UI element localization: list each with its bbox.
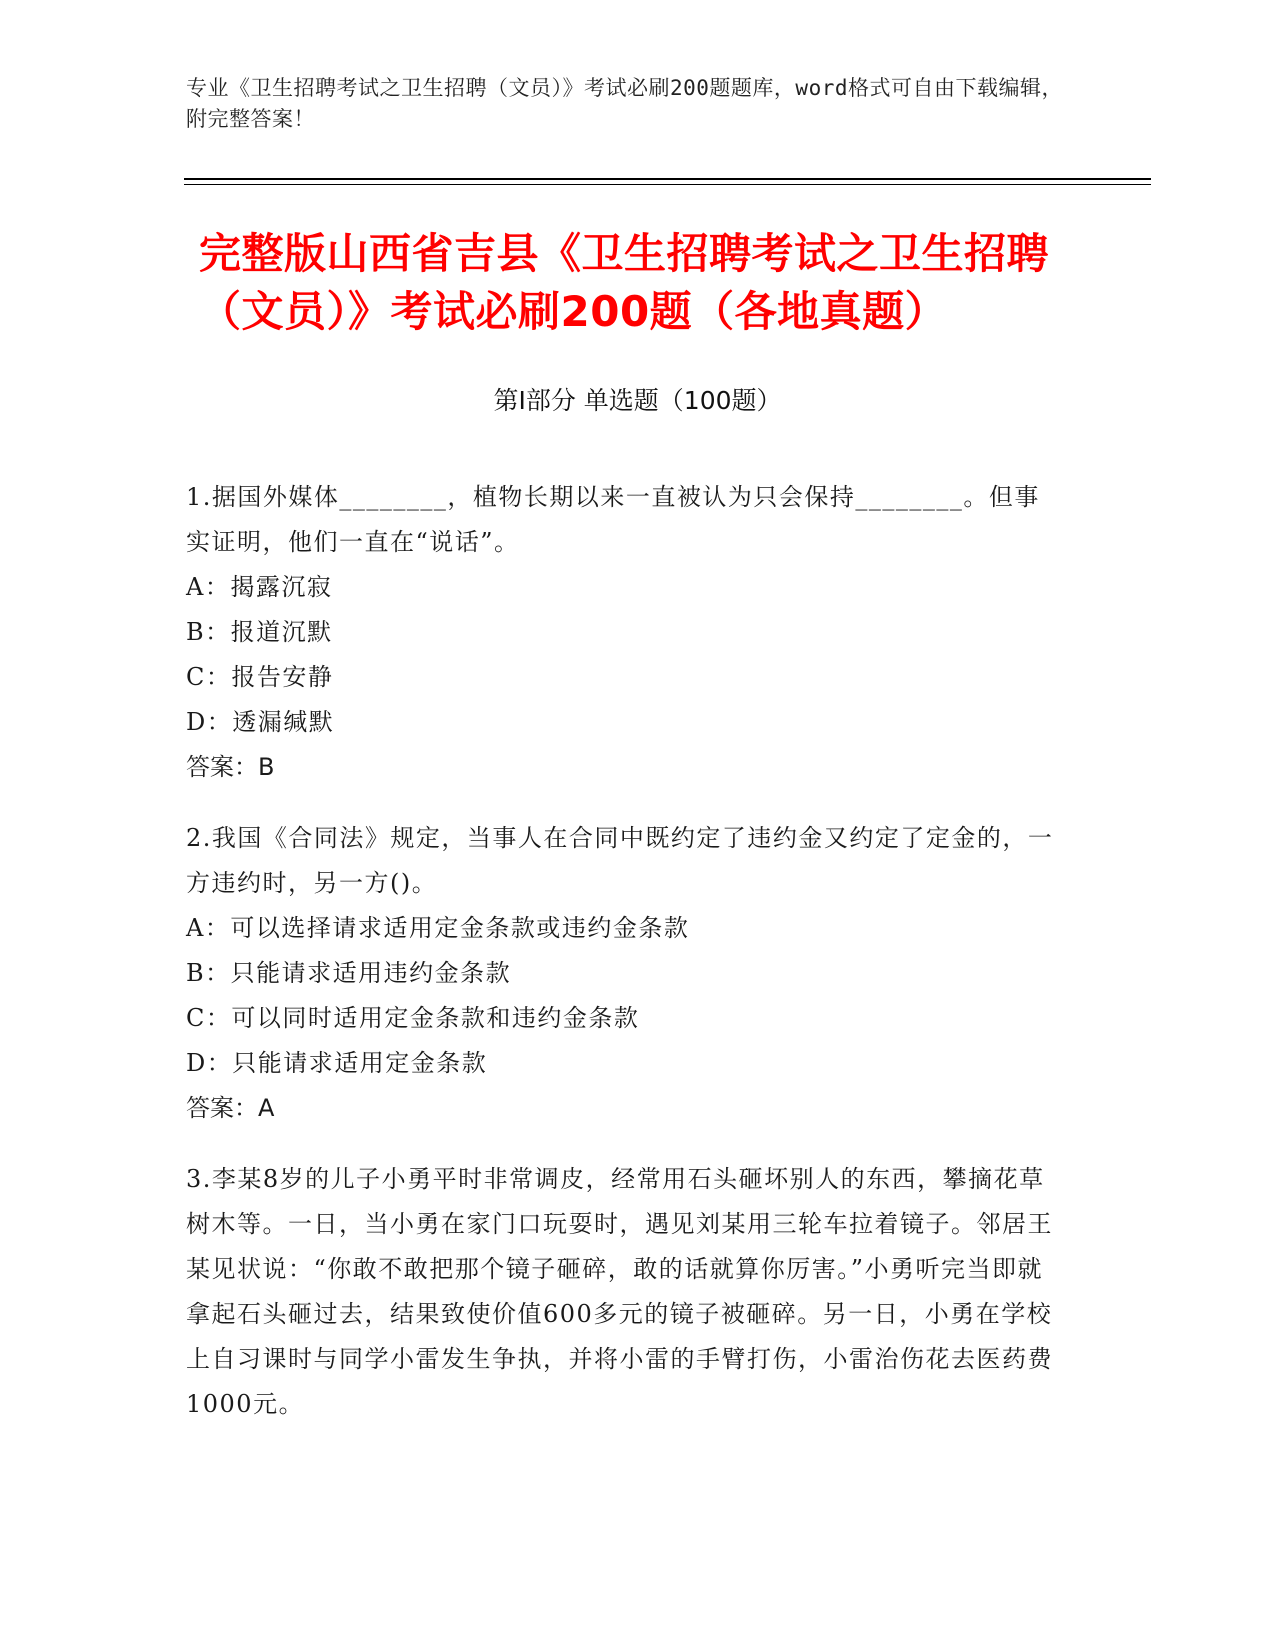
question-stem: 2.我国《合同法》规定，当事人在合同中既约定了违约金又约定了定金的，一方违约时，另一方()。 xyxy=(186,824,1054,897)
option-d: D：只能请求适用定金条款 xyxy=(186,1049,488,1077)
option-d: D：透漏缄默 xyxy=(186,708,335,736)
option-a: A：可以选择请求适用定金条款或违约金条款 xyxy=(186,914,690,942)
question-3 xyxy=(186,1157,1056,1427)
question-1 xyxy=(186,475,1056,790)
question-stem: 3.李某8岁的儿子小勇平时非常调皮，经常用石头砸坏别人的东西，攀摘花草树木等。一日，当小勇在家门口玩耍时，遇见刘某用三轮车拉着镜子。邻居王某见状说：“你敢不敢把那个镜子砸碎，敢的话就算你厉害。”小勇听完当即就拿起石头砸过去，结果致使价值600多元的镜子被砸碎。另一日，小勇在学校上自习课时与同学小雷发生争执，并将小雷的手臂打伤，小雷治伤花去医药费1000元。 xyxy=(186,1165,1053,1418)
section-heading: 第Ⅰ部分 单选题（100题） xyxy=(493,386,782,415)
answer-line: 答案：A xyxy=(186,1094,275,1122)
header-divider-thick xyxy=(184,178,1151,180)
question-list xyxy=(186,475,1056,1453)
answer-line: 答案：B xyxy=(186,753,275,781)
header-divider-thin xyxy=(184,184,1151,185)
option-a: A：揭露沉寂 xyxy=(186,573,333,601)
option-c: C：可以同时适用定金条款和违约金条款 xyxy=(186,1004,640,1032)
option-c: C：报告安静 xyxy=(186,663,334,691)
question-2 xyxy=(186,816,1056,1131)
option-b: B：只能请求适用违约金条款 xyxy=(186,959,512,987)
option-b: B：报道沉默 xyxy=(186,618,333,646)
document-title: 完整版山西省吉县《卫生招聘考试之卫生招聘（文员）》考试必刷200题（各地真题） xyxy=(199,229,1050,336)
header-note: 专业《卫生招聘考试之卫生招聘（文员）》考试必刷200题题库，word格式可自由下载编辑，附完整答案！ xyxy=(186,76,1063,131)
question-stem: 1.据国外媒体________，植物长期以来一直被认为只会保持________。但事实证明，他们一直在“说话”。 xyxy=(186,483,1040,556)
